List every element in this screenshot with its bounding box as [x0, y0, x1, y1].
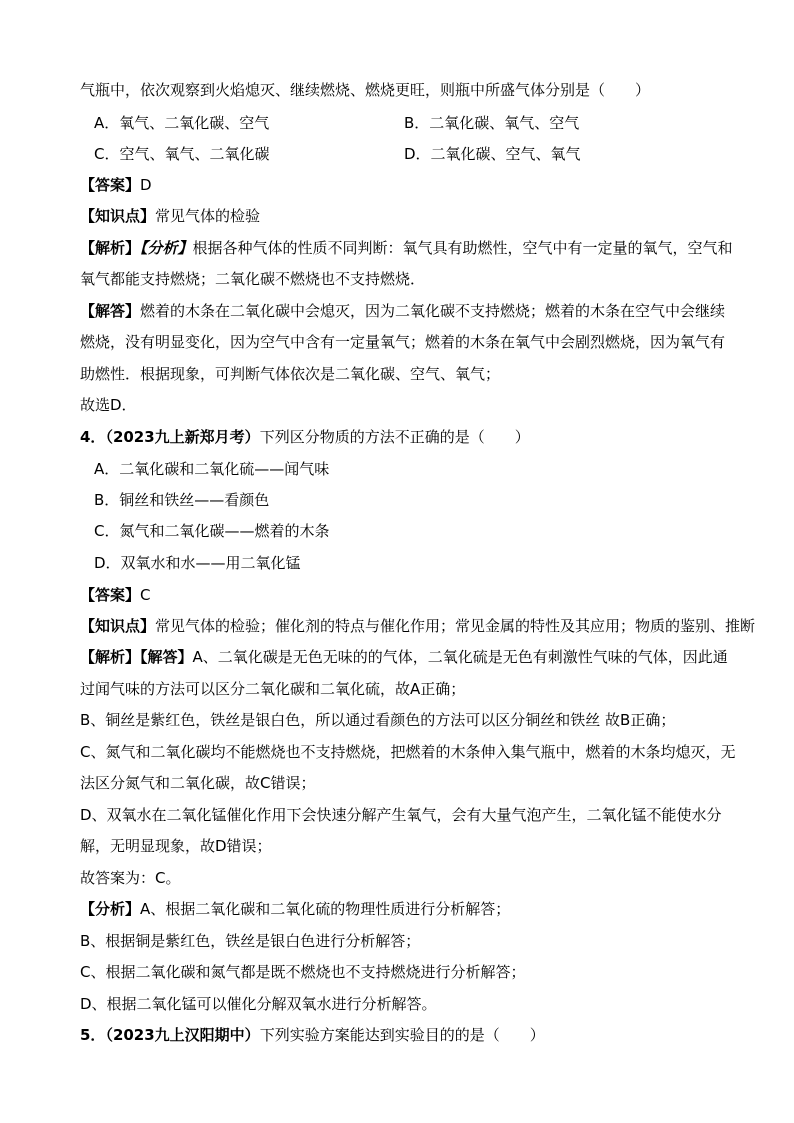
q4-line-5: 法区分氮气和二氧化碳，故C错误；: [80, 774, 316, 792]
q4-line-3: B、铜丝是紫红色，铁丝是银白色，所以通过看颜色的方法可以区分铜丝和铁丝 故B正确；: [80, 711, 676, 729]
q4-line-1: A、二氧化碳是无色无味的的气体，二氧化硫是无色有刺激性气味的气体，因此通: [192, 648, 728, 666]
q4-analysis-row: [80, 647, 728, 667]
q3-jieda-line-1: 燃着的木条在二氧化碳中会熄灭，因为二氧化碳不支持燃烧；燃着的木条在空气中会继续: [140, 302, 726, 320]
q3-option-b: B．二氧化碳、氧气、空气: [404, 114, 580, 132]
q3-knowledge-row: [80, 206, 720, 226]
q3-answer: D: [140, 176, 152, 194]
q3-conclusion: 故选D．: [80, 396, 137, 414]
q4-header: [80, 427, 720, 447]
q3-analysis-line-2: 氧气都能支持燃烧；二氧化碳不燃烧也不支持燃烧．: [80, 270, 426, 288]
answer-tag: 【答案】: [80, 176, 141, 194]
q4-option-b: B．铜丝和铁丝——看颜色: [94, 491, 270, 509]
q4-fenxi-1: A、根据二氧化碳和二氧化硫的物理性质进行分析解答；: [140, 900, 511, 918]
q4-fenxi-3: C、根据二氧化碳和氮气都是既不燃烧也不支持燃烧进行分析解答；: [80, 963, 526, 981]
q5-number: 5．: [80, 1026, 106, 1044]
q4-source: （2023九上新郑月考）: [105, 428, 260, 446]
q3-option-a: A．氧气、二氧化碳、空气: [94, 114, 270, 132]
q4-option-a: A．二氧化碳和二氧化硫——闻气味: [94, 460, 330, 478]
q4-line-2: 过闻气味的方法可以区分二氧化碳和二氧化硫，故A正确；: [80, 680, 466, 698]
knowledge-point-tag: 【知识点】: [80, 207, 156, 225]
q4-option-d: D．双氧水和水——用二氧化锰: [94, 554, 301, 572]
q5-stem: 下列实验方案能达到实验目的的是（ ）: [259, 1026, 545, 1044]
jieda-tag: 【解答】: [80, 302, 141, 320]
q4-line-7: 解，无明显现象，故D错误；: [80, 837, 272, 855]
q3-jieda-line-3: 助燃性．根据现象，可判断气体依次是二氧化碳、空气、氧气；: [80, 365, 501, 383]
q4-answer-row: [80, 585, 720, 605]
jieda-tag: 【解答】: [140, 648, 193, 666]
q5-header: [80, 1025, 720, 1045]
q4-fenxi-2: B、根据铜是紫红色，铁丝是银白色进行分析解答；: [80, 932, 421, 950]
q3-stem-tail: 气瓶中，依次观察到火焰熄灭、继续燃烧、燃烧更旺，则瓶中所盛气体分别是（ ）: [80, 81, 651, 99]
q3-analysis-row: [80, 238, 733, 258]
q3-analysis-line-1: 根据各种气体的性质不同判断：氧气具有助燃性，空气中有一定量的氧气，空气和: [192, 239, 733, 257]
q4-fenxi-row: [80, 899, 720, 919]
q4-knowledge-row: [80, 616, 756, 636]
q4-line-8: 故答案为：C。: [80, 869, 181, 887]
q4-line-6: D、双氧水在二氧化锰催化作用下会快速分解产生氧气，会有大量气泡产生，二氧化锰不能使水分: [80, 806, 722, 824]
analysis-tag: 【解析】: [80, 648, 141, 666]
q4-answer: C: [140, 586, 151, 604]
q4-number: 4．: [80, 428, 106, 446]
q5-source: （2023九上汉阳期中）: [105, 1026, 260, 1044]
q4-option-c: C．氮气和二氧化碳——燃着的木条: [94, 522, 330, 540]
q3-knowledge-point: 常见气体的检验: [155, 207, 261, 225]
answer-tag: 【答案】: [80, 586, 141, 604]
q4-line-4: C、氮气和二氧化碳均不能燃烧也不支持燃烧，把燃着的木条伸入集气瓶中，燃着的木条均熄灭，无: [80, 743, 736, 761]
q3-option-c: C．空气、氧气、二氧化碳: [94, 145, 270, 163]
q3-option-d: D．二氧化碳、空气、氧气: [404, 145, 581, 163]
q4-stem: 下列区分物质的方法不正确的是（ ）: [259, 428, 530, 446]
q3-answer-row: [80, 175, 720, 195]
fenxi-tag: 【分析】: [80, 900, 141, 918]
q4-knowledge-point: 常见气体的检验；催化剂的特点与催化作用；常见金属的特性及其应用；物质的鉴别、推断: [155, 617, 756, 635]
knowledge-point-tag: 【知识点】: [80, 617, 156, 635]
fenxi-tag: 【分析】: [140, 239, 193, 257]
q3-jieda-line-2: 燃烧，没有明显变化，因为空气中含有一定量氧气；燃着的木条在氧气中会剧烈燃烧，因为氧气有: [80, 333, 726, 351]
q4-fenxi-4: D、根据二氧化锰可以催化分解双氧水进行分析解答。: [80, 995, 437, 1013]
q3-jieda-row: [80, 301, 726, 321]
analysis-tag: 【解析】: [80, 239, 141, 257]
